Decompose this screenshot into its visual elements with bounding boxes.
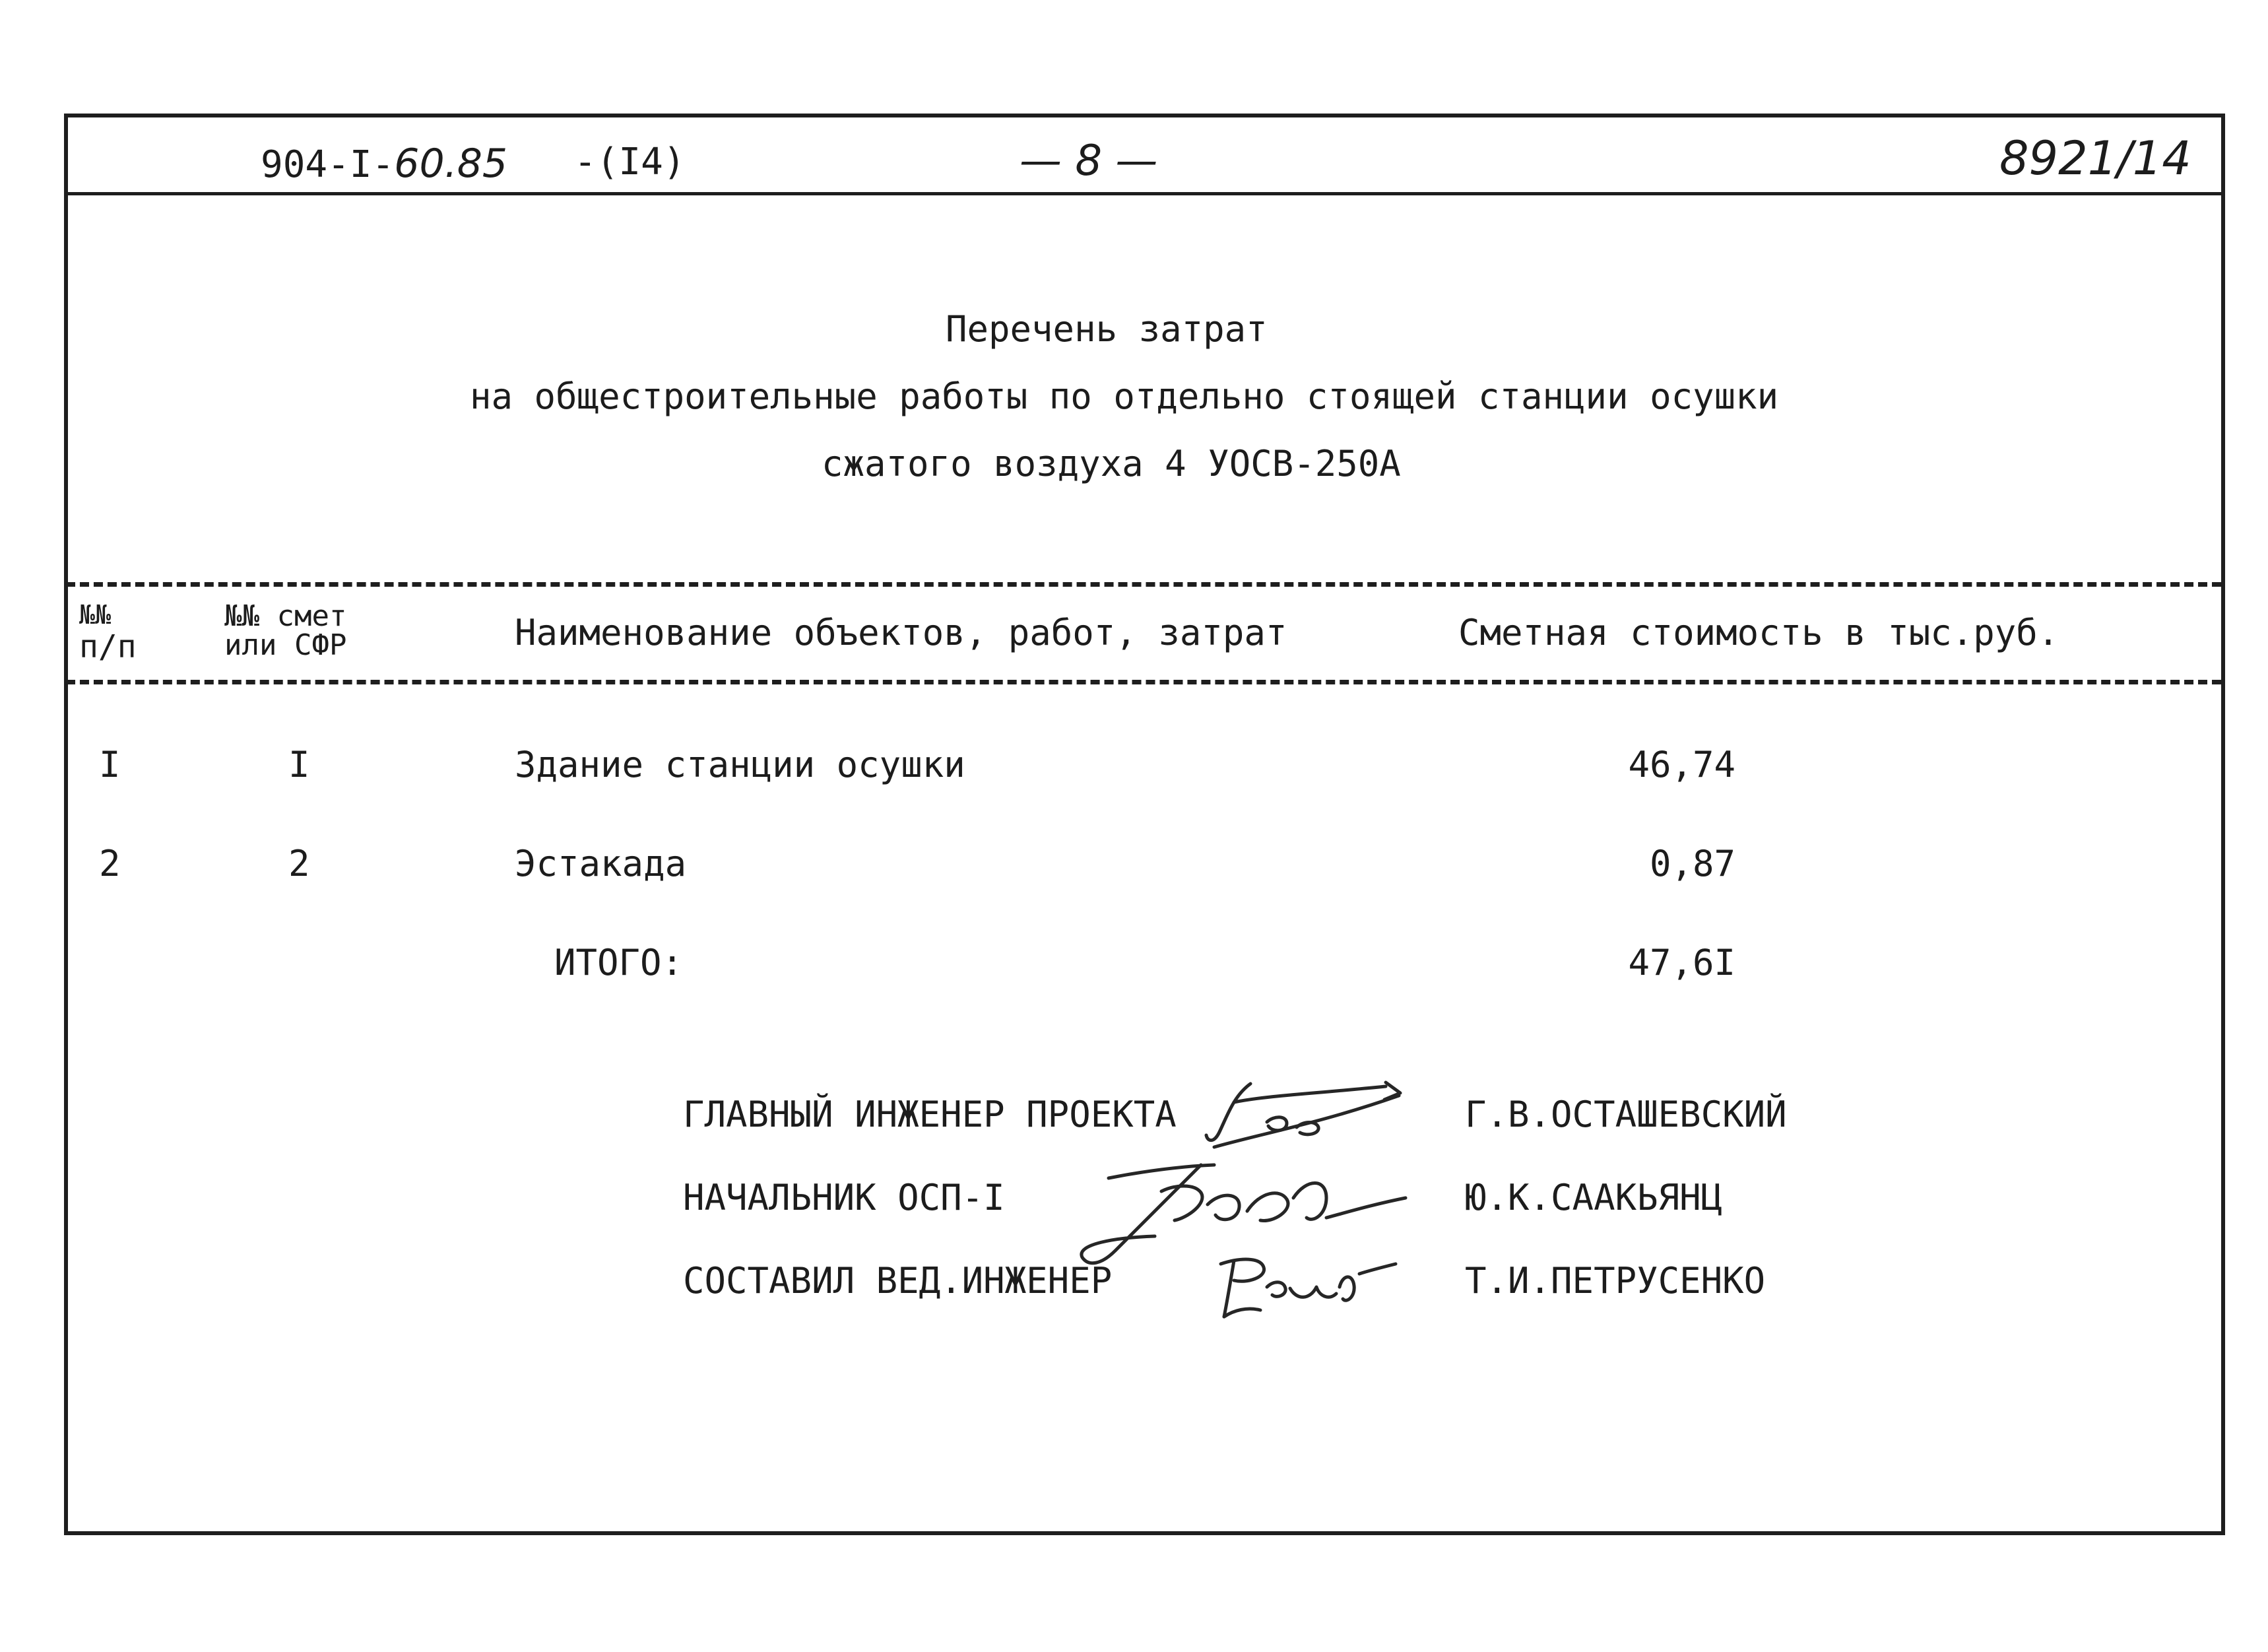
table-header-bottom-rule xyxy=(66,680,2221,684)
signature-name: Ю.К.СААКЬЯНЦ xyxy=(1465,1177,1723,1218)
row-name: Здание станции осушки xyxy=(515,744,965,785)
frame-left-line xyxy=(64,114,68,1535)
document-code-handwritten: 60.85 xyxy=(394,141,508,187)
row-estimate-number: 2 xyxy=(288,843,310,884)
header-col-num-bottom: п/п xyxy=(79,628,137,665)
document-title: Перечень затрат xyxy=(946,308,1268,350)
row-cost: 0,87 xyxy=(1649,843,1735,884)
signature-role: ГЛАВНЫЙ ИНЖЕНЕР ПРОЕКТА xyxy=(683,1094,1177,1135)
document-code xyxy=(261,141,508,187)
header-col-name: Наименование объектов, работ, затрат xyxy=(515,612,1287,653)
frame-top-line xyxy=(64,114,2225,117)
frame-right-line xyxy=(2221,114,2225,1535)
row-number: I xyxy=(99,744,121,785)
signature-role: СОСТАВИЛ ВЕД.ИНЖЕНЕР xyxy=(683,1260,1113,1302)
document-subtitle-line1: на общестроительные работы по отдельно стоящей станции осушки xyxy=(470,376,1779,417)
document-code-prefix: 904-I- xyxy=(261,143,395,186)
document-subtitle-line2: сжатого воздуха 4 УОСВ-250А xyxy=(822,443,1401,484)
signature-scribble-compiler xyxy=(1201,1247,1399,1327)
signature-role: НАЧАЛЬНИК ОСП-I xyxy=(683,1177,1005,1218)
header-col-cost: Сметная стоимость в тыс.руб. xyxy=(1458,612,2059,653)
row-estimate-number: I xyxy=(288,744,310,785)
page-number: — 8 — xyxy=(1020,137,1158,185)
archive-number: 8921/14 xyxy=(1999,131,2191,185)
table-header-top-rule xyxy=(66,582,2221,587)
row-cost: 46,74 xyxy=(1628,744,1735,785)
total-value: 47,6I xyxy=(1628,942,1735,983)
header-underline xyxy=(64,192,2225,195)
frame-bottom-line xyxy=(66,1531,2225,1535)
header-col-num-top: №№ xyxy=(79,600,112,630)
signature-name: Г.В.ОСТАШЕВСКИЙ xyxy=(1465,1094,1787,1135)
total-label: ИТОГО: xyxy=(554,942,684,983)
header-col-estimate-bottom: или СФР xyxy=(224,628,347,662)
sheet-reference: -(I4) xyxy=(574,141,686,183)
signature-name: Т.И.ПЕТРУСЕНКО xyxy=(1465,1260,1766,1302)
row-name: Эстакада xyxy=(515,843,687,884)
header-col-estimate-top: №№ смет xyxy=(224,599,347,633)
row-number: 2 xyxy=(99,843,121,884)
